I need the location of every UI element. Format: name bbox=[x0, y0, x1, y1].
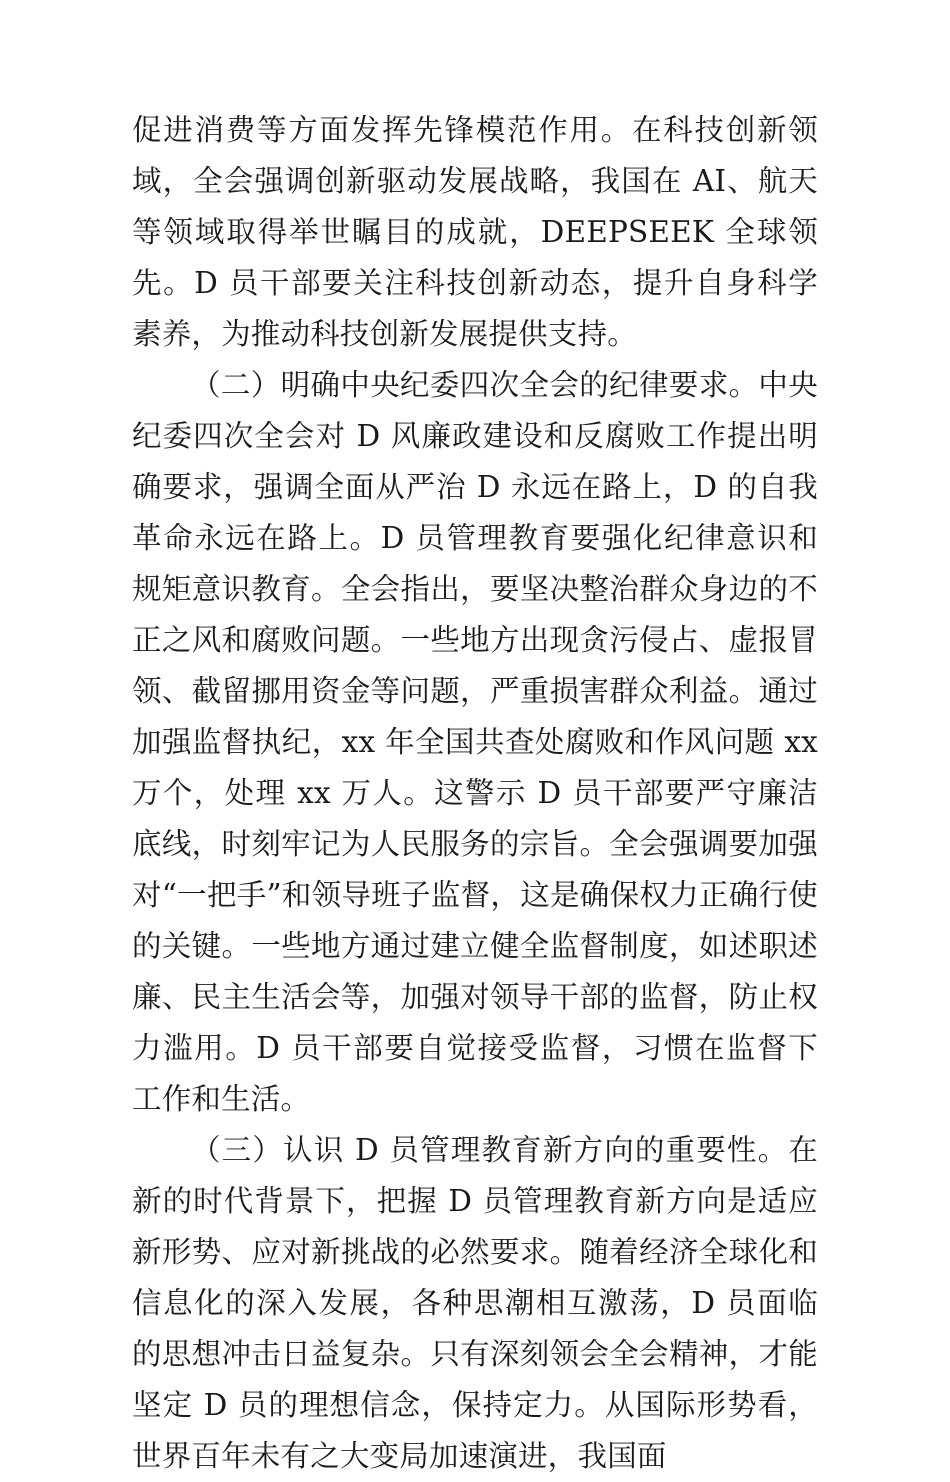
paragraph-section-three: （三）认识 D 员管理教育新方向的重要性。在新的时代背景下，把握 D 员管理教育新方向是适应新形势、应对新挑战的必然要求。随着经济全球化和信息化的深入发展，各种思潮相互激荡，D 员面临的思想冲击日益复杂。只有深刻领会全会精神，才能坚定 D 员的理想信念，保持定力。从国际形势看，世界百年未有之大变局加速演进，我国面 bbox=[132, 1133, 818, 1473]
document-body bbox=[132, 105, 818, 1482]
paragraph-continuation: 促进消费等方面发挥先锋模范作用。在科技创新领域，全会强调创新驱动发展战略，我国在 AI、航天等领域取得举世瞩目的成就，DEEPSEEK 全球领先。D 员干部要关注科技创新动态，提升自身科学素养，为推动科技创新发展提供支持。 bbox=[132, 113, 818, 351]
paragraph-section-two: （二）明确中央纪委四次全会的纪律要求。中央纪委四次全会对 D 风廉政建设和反腐败工作提出明确要求，强调全面从严治 D 永远在路上，D 的自我革命永远在路上。D 员管理教育要强化纪律意识和规矩意识教育。全会指出，要坚决整治群众身边的不正之风和腐败问题。一些地方出现贪污侵占、虚报冒领、截留挪用资金等问题，严重损害群众利益。通过加强监督执纪，xx 年全国共查处腐败和作风问题 xx 万个，处理 xx 万人。这警示 D 员干部要严守廉洁底线，时刻牢记为人民服务的宗旨。全会强调要加强对“一把手”和领导班子监督，这是确保权力正确行使的关键。一些地方通过建立健全监督制度，如述职述廉、民主生活会等，加强对领导干部的监督，防止权力滥用。D 员干部要自觉接受监督，习惯在监督下工作和生活。 bbox=[132, 368, 818, 1116]
